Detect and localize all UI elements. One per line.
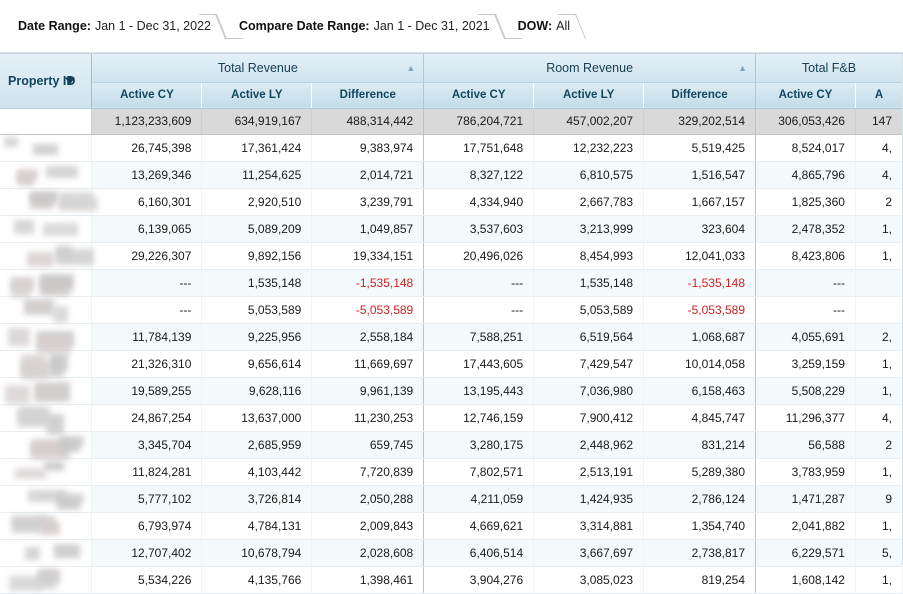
cell-value: 12,707,402 [92,539,202,566]
cell-value: 3,213,999 [534,215,644,242]
cell-property-id[interactable] [0,323,92,350]
grand-total-fb-ly: 147 [855,108,902,134]
cell-value: 19,334,151 [312,242,424,269]
cell-value: 2,041,882 [756,512,856,539]
cell-value [855,269,902,296]
column-header-property-id-label: Property ID [8,73,76,88]
table-row[interactable] [0,242,903,269]
cell-value: 10,678,794 [202,539,312,566]
cell-value: 2,513,191 [534,458,644,485]
cell-value: 6,158,463 [644,377,756,404]
cell-value: 3,314,881 [534,512,644,539]
group-header-total-revenue-label: Total Revenue [217,60,298,75]
grand-total-total-revenue-ly: 634,919,167 [202,108,312,134]
table-row[interactable] [0,458,903,485]
cell-value: 1,516,547 [644,161,756,188]
cell-value: 9,383,974 [312,134,424,161]
sort-ascending-caret-icon[interactable]: ▲ [738,62,747,73]
cell-value: 5,053,589 [202,296,312,323]
cell-value: 24,867,254 [92,404,202,431]
cell-value: 3,280,175 [424,431,534,458]
cell-value: 2,738,817 [644,539,756,566]
cell-value: 6,229,571 [756,539,856,566]
cell-value: 13,269,346 [92,161,202,188]
redacted-property-id [0,351,81,377]
cell-value: 13,637,000 [202,404,312,431]
filter-dow-label: DOW: [517,19,553,33]
group-header-room-revenue[interactable] [424,54,756,82]
subheader-room-revenue-difference[interactable]: Difference [644,82,756,108]
cell-value: 6,810,575 [534,161,644,188]
cell-value: --- [756,269,856,296]
redacted-property-id [0,405,81,431]
column-header-property-id[interactable] [0,54,92,108]
cell-value: 7,900,412 [534,404,644,431]
cell-value: 8,524,017 [756,134,856,161]
cell-value [855,296,902,323]
cell-value: 5,534,226 [92,566,202,593]
cell-value: 4,865,796 [756,161,856,188]
cell-value: 7,429,547 [534,350,644,377]
cell-value: 1,825,360 [756,188,856,215]
cell-value: 4,211,059 [424,485,534,512]
cell-value: 12,232,223 [534,134,644,161]
cell-value: 2,014,721 [312,161,424,188]
table-row[interactable] [0,296,903,323]
cell-value: -1,535,148 [644,269,756,296]
cell-value: 5,089,209 [202,215,312,242]
revenue-table [0,54,903,594]
cell-value: 1,667,157 [644,188,756,215]
cell-property-id[interactable] [0,269,92,296]
cell-value: 8,327,122 [424,161,534,188]
cell-value: 1,535,148 [534,269,644,296]
cell-value: 17,751,648 [424,134,534,161]
cell-value: 1,068,687 [644,323,756,350]
subheader-room-revenue-active-ly[interactable]: Active LY [534,82,644,108]
sort-ascending-caret-icon[interactable]: ▲ [406,62,416,73]
grand-total-fb-cy: 306,053,426 [756,108,856,134]
cell-property-id[interactable] [0,566,92,593]
cell-value: --- [424,269,534,296]
redacted-property-id [0,378,81,404]
cell-property-id[interactable] [0,485,92,512]
cell-value: 1,424,935 [534,485,644,512]
table-row[interactable] [0,188,903,215]
cell-value: 1, [855,377,902,404]
cell-value: --- [92,269,202,296]
grand-total-row [0,108,903,134]
table-row[interactable] [0,134,903,161]
redacted-property-id [0,459,81,485]
grand-total-room-revenue-diff: 329,202,514 [644,108,756,134]
cell-value: 9,892,156 [202,242,312,269]
group-header-total-revenue[interactable] [92,54,424,82]
cell-value: -5,053,589 [644,296,756,323]
redacted-property-id [0,270,81,296]
cell-value: 2 [855,431,902,458]
cell-property-id[interactable] [0,404,92,431]
table-row[interactable] [0,512,903,539]
redacted-property-id [0,162,81,188]
grand-total-total-revenue-diff: 488,314,442 [312,108,424,134]
cell-value: 9,656,614 [202,350,312,377]
cell-value: 3,726,814 [202,485,312,512]
cell-value: 4, [855,404,902,431]
filter-compare-date-range[interactable] [221,11,500,41]
cell-value: 6,519,564 [534,323,644,350]
cell-value: 7,802,571 [424,458,534,485]
cell-value: 5,508,229 [756,377,856,404]
cell-property-id[interactable] [0,134,92,161]
cell-value: 831,214 [644,431,756,458]
cell-value: 12,041,033 [644,242,756,269]
cell-value: 3,537,603 [424,215,534,242]
redacted-property-id [0,540,81,566]
cell-value: 1,471,287 [756,485,856,512]
cell-value: 4,845,747 [644,404,756,431]
table-row[interactable] [0,323,903,350]
cell-value: 21,326,310 [92,350,202,377]
group-header-total-fb-label: Total F&B [801,60,857,75]
cell-value: 11,824,281 [92,458,202,485]
cell-value: 11,296,377 [756,404,856,431]
cell-value: 2, [855,323,902,350]
table-row[interactable] [0,350,903,377]
cell-property-id[interactable] [0,161,92,188]
cell-value: 5,777,102 [92,485,202,512]
cell-value: 2,558,184 [312,323,424,350]
cell-value: 7,720,839 [312,458,424,485]
table-row[interactable] [0,269,903,296]
filter-compare-date-range-label: Compare Date Range: [238,19,370,33]
table-row[interactable] [0,539,903,566]
cell-value: 2,786,124 [644,485,756,512]
redacted-property-id [0,432,81,458]
cell-value: 29,226,307 [92,242,202,269]
cell-value: 2,028,608 [312,539,424,566]
table-body [0,134,903,593]
cell-property-id[interactable] [0,377,92,404]
cell-value: 17,443,605 [424,350,534,377]
cell-value: 11,230,253 [312,404,424,431]
redacted-property-id [0,324,81,350]
header-subrow [0,82,903,108]
filter-date-range-label: Date Range: [18,19,91,33]
cell-value: 3,239,791 [312,188,424,215]
cell-value: 9,225,956 [202,323,312,350]
cell-value: 9,628,116 [202,377,312,404]
table-row[interactable] [0,485,903,512]
cell-value: 4, [855,134,902,161]
cell-value: 13,195,443 [424,377,534,404]
cell-value: 3,783,959 [756,458,856,485]
cell-value: 4,334,940 [424,188,534,215]
cell-value: -1,535,148 [312,269,424,296]
cell-property-id[interactable] [0,296,92,323]
cell-value: 819,254 [644,566,756,593]
cell-property-id[interactable] [0,242,92,269]
filter-breadcrumb-bar [0,0,903,53]
cell-value: 4, [855,161,902,188]
cell-value: -5,053,589 [312,296,424,323]
subheader-room-revenue-active-cy[interactable]: Active CY [424,82,534,108]
cell-value: 3,345,704 [92,431,202,458]
redacted-property-id [0,486,81,512]
filter-date-range-value: Jan 1 - Dec 31, 2022 [94,19,211,33]
subheader-total-fb-active-ly[interactable]: A [855,82,902,108]
grand-total-room-revenue-ly: 457,002,207 [534,108,644,134]
cell-property-id[interactable] [0,431,92,458]
cell-property-id[interactable] [0,539,92,566]
sort-descending-triangle-icon[interactable] [65,77,75,84]
cell-value: 2,050,288 [312,485,424,512]
redacted-property-id [0,513,81,539]
filter-dow-value: All [556,19,571,33]
cell-value: 2,448,962 [534,431,644,458]
cell-value: 323,604 [644,215,756,242]
cell-value: 4,135,766 [202,566,312,593]
revenue-data-grid[interactable] [0,53,903,587]
table-row[interactable] [0,566,903,593]
cell-value: 1,354,740 [644,512,756,539]
cell-property-id[interactable] [0,512,92,539]
cell-value: 20,496,026 [424,242,534,269]
cell-value: 19,589,255 [92,377,202,404]
cell-value: 11,254,625 [202,161,312,188]
subheader-total-revenue-active-cy[interactable]: Active CY [92,82,202,108]
cell-value: 12,746,159 [424,404,534,431]
grand-total-total-revenue-cy: 1,123,233,609 [92,108,202,134]
cell-value: 6,406,514 [424,539,534,566]
grand-total-property-id [0,108,92,134]
cell-value: 1,398,461 [312,566,424,593]
cell-value: 2,478,352 [756,215,856,242]
cell-value: --- [756,296,856,323]
group-header-total-fb[interactable] [756,54,903,82]
cell-value: 26,745,398 [92,134,202,161]
redacted-property-id [0,297,81,323]
cell-value: 1, [855,215,902,242]
cell-property-id[interactable] [0,188,92,215]
cell-value: 2,667,783 [534,188,644,215]
cell-value: 5,053,589 [534,296,644,323]
cell-value: 7,588,251 [424,323,534,350]
cell-value: 4,784,131 [202,512,312,539]
cell-value: 4,669,621 [424,512,534,539]
cell-value: 5,289,380 [644,458,756,485]
redacted-property-id [0,216,81,242]
table-row[interactable] [0,404,903,431]
filter-compare-date-range-value: Jan 1 - Dec 31, 2021 [373,19,490,33]
cell-value: 1, [855,350,902,377]
cell-value: 6,139,065 [92,215,202,242]
header-group-row [0,54,903,82]
cell-value: 11,669,697 [312,350,424,377]
table-row[interactable] [0,161,903,188]
grand-total-room-revenue-cy: 786,204,721 [424,108,534,134]
redacted-property-id [0,135,81,161]
group-header-room-revenue-label: Room Revenue [546,60,634,75]
cell-value: 1, [855,242,902,269]
table-row[interactable] [0,431,903,458]
subheader-total-revenue-active-ly[interactable]: Active LY [202,82,312,108]
cell-value: 7,036,980 [534,377,644,404]
cell-value: 2,685,959 [202,431,312,458]
cell-value: 8,454,993 [534,242,644,269]
cell-value: 4,103,442 [202,458,312,485]
table-row[interactable] [0,215,903,242]
cell-value: 2 [855,188,902,215]
cell-value: --- [424,296,534,323]
cell-value: 5, [855,539,902,566]
cell-value: 2,920,510 [202,188,312,215]
cell-value: 3,667,697 [534,539,644,566]
cell-value: 1, [855,566,902,593]
cell-value: --- [92,296,202,323]
cell-property-id[interactable] [0,458,92,485]
subheader-total-fb-active-cy[interactable]: Active CY [756,82,856,108]
cell-value: 659,745 [312,431,424,458]
cell-value: 1,608,142 [756,566,856,593]
cell-value: 9 [855,485,902,512]
cell-value: 3,085,023 [534,566,644,593]
cell-value: 3,904,276 [424,566,534,593]
table-head [0,54,903,108]
cell-value: 1, [855,512,902,539]
cell-value: 5,519,425 [644,134,756,161]
cell-value: 2,009,843 [312,512,424,539]
cell-value: 1,049,857 [312,215,424,242]
cell-value: 8,423,806 [756,242,856,269]
cell-value: 9,961,139 [312,377,424,404]
subheader-total-revenue-difference[interactable]: Difference [312,82,424,108]
cell-value: 6,793,974 [92,512,202,539]
filter-bar-filler [580,0,903,53]
cell-value: 17,361,424 [202,134,312,161]
cell-value: 11,784,139 [92,323,202,350]
cell-property-id[interactable] [0,350,92,377]
cell-value: 4,055,691 [756,323,856,350]
cell-value: 3,259,159 [756,350,856,377]
filter-dow[interactable] [500,11,580,41]
filter-date-range[interactable] [0,11,221,41]
redacted-property-id [0,567,81,593]
cell-value: 1,535,148 [202,269,312,296]
table-row[interactable] [0,377,903,404]
table-total-row-body [0,108,903,134]
cell-value: 1, [855,458,902,485]
redacted-property-id [0,189,81,215]
redacted-property-id [0,243,81,269]
cell-property-id[interactable] [0,215,92,242]
cell-value: 6,160,301 [92,188,202,215]
cell-value: 56,588 [756,431,856,458]
cell-value: 10,014,058 [644,350,756,377]
